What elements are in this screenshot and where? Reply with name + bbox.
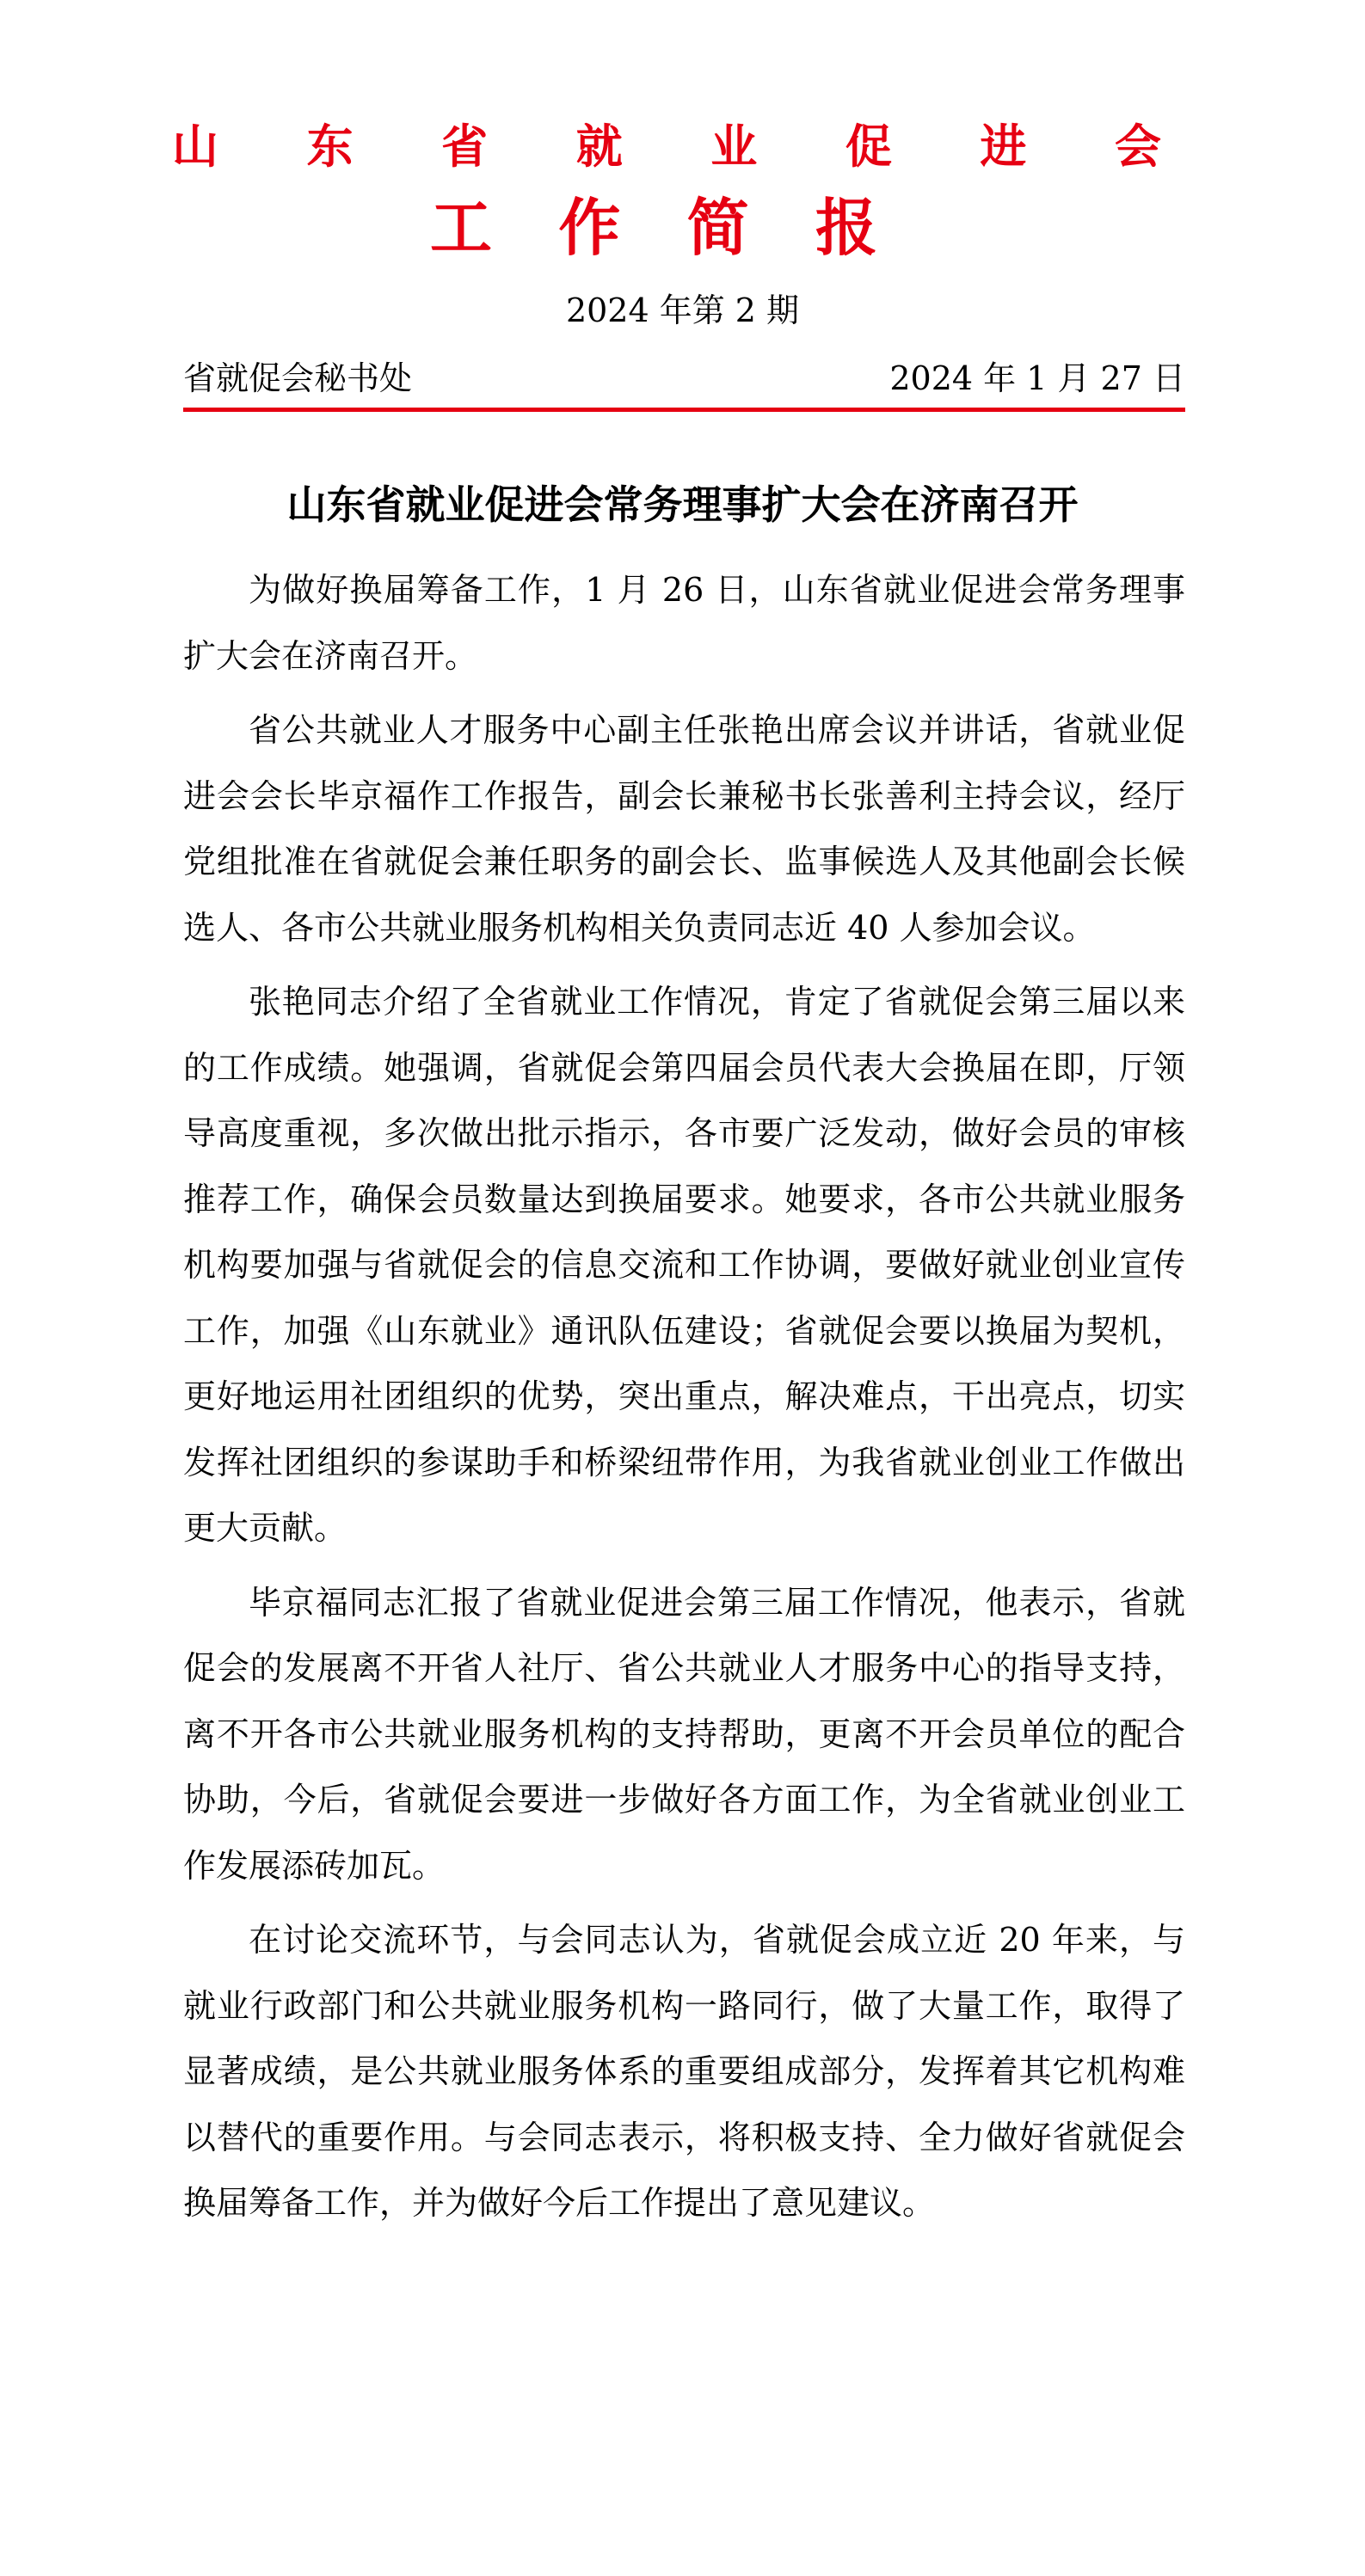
paragraph: 为做好换届筹备工作，1 月 26 日，山东省就业促进会常务理事扩大会在济南召开。 — [183, 571, 1185, 675]
org-name-char: 进 — [980, 119, 1027, 174]
org-name-char: 山 — [172, 119, 218, 174]
bulletin-name-char: 报 — [815, 191, 877, 264]
article-title: 山东省就业促进会常务理事扩大会在济南召开 — [286, 481, 1079, 528]
bulletin-name-char: 简 — [686, 191, 749, 264]
paragraph: 毕京福同志汇报了省就业促进会第三届工作情况，他表示，省就促会的发展离不开省人社厅、省公共就业人才服务中心的指导支持，离不开各市公共就业服务机构的支持帮助，更离不开会员单位的配合协助，今后，省就促会要进一步做好各方面工作，为全省就业创业工作发展添砖加瓦。 — [183, 1583, 1185, 1885]
bulletin-name-heading — [430, 185, 877, 271]
bulletin-name-char: 作 — [558, 191, 621, 264]
issue-number: 2024 年第 2 期 — [565, 291, 800, 329]
org-name-char: 促 — [845, 119, 892, 174]
red-divider-line — [183, 408, 1185, 412]
org-name-char: 省 — [441, 119, 489, 174]
issuer: 省就促会秘书处 — [183, 359, 413, 397]
org-name-char: 会 — [1114, 119, 1161, 174]
org-name-char: 就 — [575, 119, 623, 174]
issuer-date-line — [183, 354, 1185, 402]
article-body — [183, 557, 1185, 2236]
org-name-char: 业 — [710, 119, 758, 174]
paragraph: 省公共就业人才服务中心副主任张艳出席会议并讲话，省就业促进会会长毕京福作工作报告，副会长兼秘书长张善利主持会议，经厅党组批准在省就促会兼任职务的副会长、监事候选人及其他副会长候选人、各市公共就业服务机构相关负责同志近 40 人参加会议。 — [183, 711, 1185, 947]
paragraph: 张艳同志介绍了全省就业工作情况，肯定了省就促会第三届以来的工作成绩。她强调，省就促会第四届会员代表大会换届在即，厅领导高度重视，多次做出批示指示，各市要广泛发动，做好会员的审核推荐工作，确保会员数量达到换届要求。她要求，各市公共就业服务机构要加强与省就促会的信息交流和工作协调，要做好就业创业宣传工作，加强《山东就业》通讯队伍建设；省就促会要以换届为契机，更好地运用社团组织的优势，突出重点，解决难点，干出亮点，切实发挥社团组织的参谋助手和桥梁纽带作用，为我省就业创业工作做出更大贡献。 — [183, 983, 1185, 1547]
paragraph: 在讨论交流环节，与会同志认为，省就促会成立近 20 年来，与就业行政部门和公共就业服务机构一路同行，做了大量工作，取得了显著成绩，是公共就业服务体系的重要组成部分，发挥着其它机构难以替代的重要作用。与会同志表示，将积极支持、全力做好省就促会换届筹备工作，并为做好今后工作提出了意见建议。 — [183, 1921, 1185, 2222]
organization-name-heading — [172, 112, 1161, 181]
issue-date: 2024 年 1 月 27 日 — [889, 359, 1185, 397]
bulletin-name-char: 工 — [430, 191, 493, 264]
org-name-char: 东 — [306, 119, 354, 174]
